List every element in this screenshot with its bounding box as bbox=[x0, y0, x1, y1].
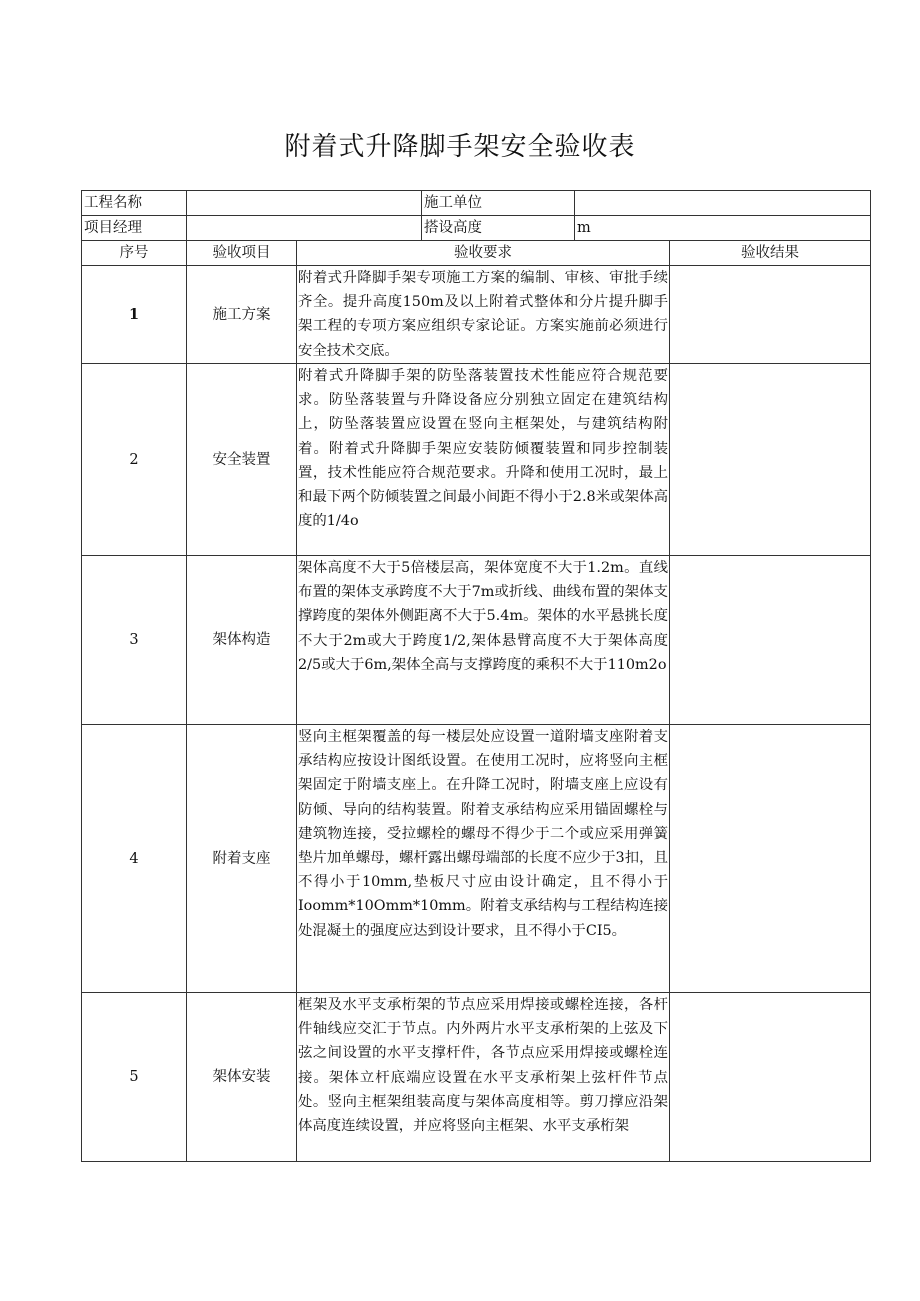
column-header-requirement: 验收要求 bbox=[297, 241, 670, 266]
table-row bbox=[82, 993, 871, 1162]
row-result-field[interactable] bbox=[670, 266, 871, 364]
row-number: 2 bbox=[82, 364, 187, 556]
height-label: 搭设高度 bbox=[422, 216, 575, 241]
row-item: 附着支座 bbox=[187, 725, 297, 993]
row-number: 3 bbox=[82, 556, 187, 725]
row-item: 架体构造 bbox=[187, 556, 297, 725]
project-name-label: 工程名称 bbox=[82, 191, 187, 216]
column-header-no: 序号 bbox=[82, 241, 187, 266]
column-header-result: 验收结果 bbox=[670, 241, 871, 266]
acceptance-form-table bbox=[81, 190, 871, 1162]
column-header-row bbox=[82, 241, 871, 266]
column-header-item: 验收项目 bbox=[187, 241, 297, 266]
row-result-field[interactable] bbox=[670, 556, 871, 725]
row-number: 4 bbox=[82, 725, 187, 993]
row-requirement: 竖向主框架覆盖的每一楼层处应设置一道附墙支座附着支承结构应按设计图纸设置。在使用工况时，应将竖向主框架固定于附墙支座上。在升降工况时，附墙支座上应设有防倾、导向的结构装置。附着支承结构应采用锚固螺栓与建筑物连接，受拉螺栓的螺母不得少于二个或应采用弹簧垫片加单螺母，螺杆露出螺母端部的长度不应少于3扣，且不得小于10mm,垫板尺寸应由设计确定，且不得小于Ioomm*10Omm*10mm。附着支承结构与工程结构连接处混凝土的强度应达到设计要求，且不得小于CI5。 bbox=[297, 725, 670, 993]
row-item: 架体安装 bbox=[187, 993, 297, 1162]
table-row bbox=[82, 266, 871, 364]
page-title: 附着式升降脚手架安全验收表 bbox=[284, 132, 636, 162]
manager-field[interactable] bbox=[187, 216, 422, 241]
row-item: 施工方案 bbox=[187, 266, 297, 364]
table-row bbox=[82, 364, 871, 556]
row-result-field[interactable] bbox=[670, 993, 871, 1162]
contractor-label: 施工单位 bbox=[422, 191, 575, 216]
row-result-field[interactable] bbox=[670, 725, 871, 993]
contractor-field[interactable] bbox=[575, 191, 871, 216]
row-result-field[interactable] bbox=[670, 364, 871, 556]
manager-label: 项目经理 bbox=[82, 216, 187, 241]
header-row-manager bbox=[82, 216, 871, 241]
row-requirement: 框架及水平支承桁架的节点应采用焊接或螺栓连接，各杆件轴线应交汇于节点。内外两片水平支承桁架的上弦及下弦之间设置的水平支撑杆件，各节点应采用焊接或螺栓连接。架体立杆底端应设置在水平支承桁架上弦杆件节点处。竖向主框架组装高度与架体高度相等。剪刀撑应沿架体高度连续设置，并应将竖向主框架、水平支承桁架 bbox=[297, 993, 670, 1162]
table-row bbox=[82, 725, 871, 993]
row-requirement: 附着式升降脚手架的防坠落装置技术性能应符合规范要求。防坠落装置与升降设备应分别独立固定在建筑结构上，防坠落装置应设置在竖向主框架处，与建筑结构附着。附着式升降脚手架应安装防倾覆装置和同步控制装置，技术性能应符合规范要求。升降和使用工况时，最上和最下两个防倾装置之间最小间距不得小于2.8米或架体高度的1/4o bbox=[297, 364, 670, 556]
height-unit: m bbox=[577, 220, 591, 236]
project-name-field[interactable] bbox=[187, 191, 422, 216]
header-row-project bbox=[82, 191, 871, 216]
table-row bbox=[82, 556, 871, 725]
row-number: 1 bbox=[82, 266, 187, 364]
row-requirement: 架体高度不大于5倍楼层高，架体宽度不大于1.2m。直线布置的架体支承跨度不大于7m或折线、曲线布置的架体支撑跨度的架体外侧距离不大于5.4m。架体的水平悬挑长度不大于2m或大于跨度1/2,架体悬臂高度不大于架体高度2/5或大于6m,架体全高与支撑跨度的乘积不大于110m2o bbox=[297, 556, 670, 725]
height-field[interactable] bbox=[575, 216, 871, 241]
row-number: 5 bbox=[82, 993, 187, 1162]
row-requirement: 附着式升降脚手架专项施工方案的编制、审核、审批手续齐全。提升高度150m及以上附着式整体和分片提升脚手架工程的专项方案应组织专家论证。方案实施前必须进行安全技术交底。 bbox=[297, 266, 670, 364]
row-item: 安全装置 bbox=[187, 364, 297, 556]
